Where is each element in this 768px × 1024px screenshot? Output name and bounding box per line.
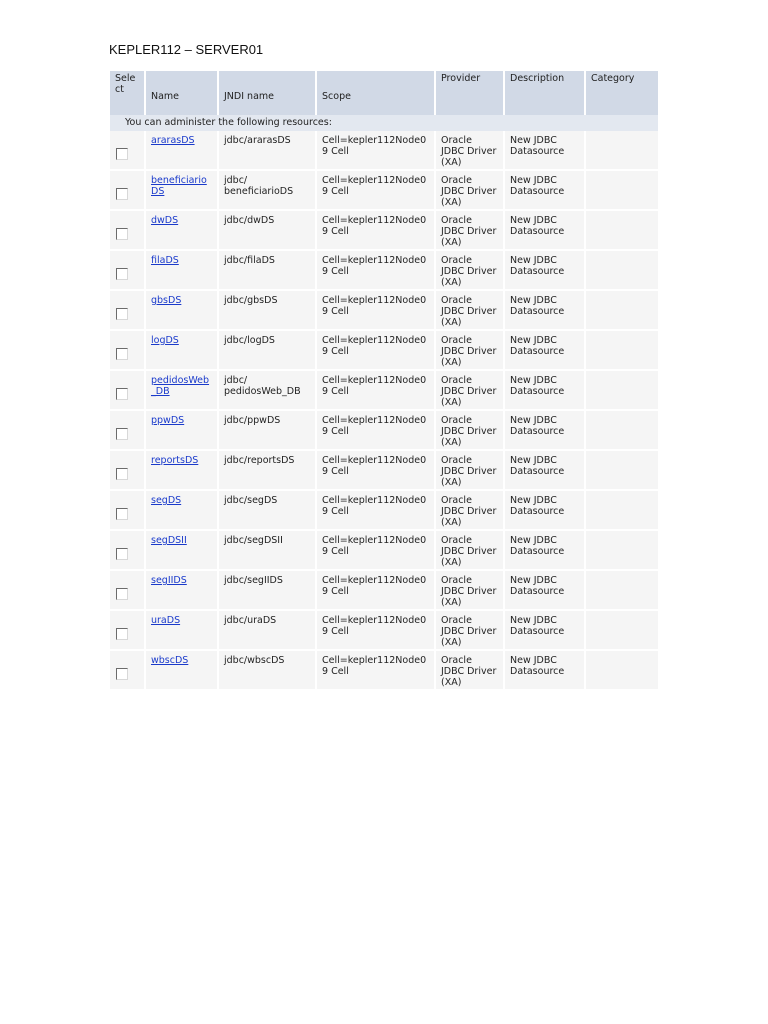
row-select-checkbox[interactable] [116,228,128,240]
row-description-cell: New JDBC Datasource [505,251,584,291]
row-select-checkbox[interactable] [116,628,128,640]
info-message: You can administer the following resources: [110,115,658,131]
row-description-cell: New JDBC Datasource [505,531,584,571]
row-select-checkbox[interactable] [116,308,128,320]
table-row [110,651,658,691]
row-select-cell [110,331,144,371]
row-select-cell [110,451,144,491]
row-category-cell [586,131,658,171]
table-row [110,131,658,171]
row-name-cell [146,251,217,291]
row-provider-cell: Oracle JDBC Driver (XA) [436,211,503,251]
row-category-cell [586,451,658,491]
row-select-checkbox[interactable] [116,668,128,680]
row-provider-cell: Oracle JDBC Driver (XA) [436,491,503,531]
row-name-cell [146,651,217,691]
row-scope-cell: Cell=kepler112Node09 Cell [317,571,434,611]
table-row [110,571,658,611]
row-category-cell [586,211,658,251]
row-name-cell [146,411,217,451]
row-select-cell [110,411,144,451]
row-category-cell [586,651,658,691]
table-row [110,291,658,331]
row-select-cell [110,611,144,651]
header-select [110,71,144,115]
row-description-cell: New JDBC Datasource [505,451,584,491]
header-scope-label: Scope [322,91,351,102]
row-scope-cell: Cell=kepler112Node09 Cell [317,491,434,531]
row-name-cell [146,291,217,331]
table-row [110,211,658,251]
row-provider-cell: Oracle JDBC Driver (XA) [436,651,503,691]
row-provider-cell: Oracle JDBC Driver (XA) [436,131,503,171]
row-scope-cell: Cell=kepler112Node09 Cell [317,451,434,491]
row-select-checkbox[interactable] [116,148,128,160]
row-description-cell: New JDBC Datasource [505,171,584,211]
row-description-cell: New JDBC Datasource [505,411,584,451]
row-jndi-cell: jdbc/dwDS [219,211,315,251]
row-jndi-cell: jdbc/uraDS [219,611,315,651]
resource-name-link[interactable]: wbscDS [151,655,189,666]
row-category-cell [586,291,658,331]
row-scope-cell: Cell=kepler112Node09 Cell [317,651,434,691]
info-row [110,115,658,131]
row-provider-cell: Oracle JDBC Driver (XA) [436,531,503,571]
row-provider-cell: Oracle JDBC Driver (XA) [436,291,503,331]
header-select-label: Select [115,73,136,95]
resource-name-link[interactable]: beneficiarioDS [151,175,207,197]
row-select-checkbox[interactable] [116,588,128,600]
header-provider-label: Provider [441,73,481,84]
table-row [110,611,658,651]
resource-name-link[interactable]: dwDS [151,215,179,226]
row-description-cell: New JDBC Datasource [505,571,584,611]
row-description-cell: New JDBC Datasource [505,371,584,411]
row-name-cell [146,211,217,251]
row-name-cell [146,331,217,371]
row-category-cell [586,251,658,291]
row-category-cell [586,171,658,211]
table-row [110,371,658,411]
table-row [110,251,658,291]
row-scope-cell: Cell=kepler112Node09 Cell [317,371,434,411]
row-description-cell: New JDBC Datasource [505,611,584,651]
row-name-cell [146,491,217,531]
row-jndi-cell: jdbc/segIIDS [219,571,315,611]
row-scope-cell: Cell=kepler112Node09 Cell [317,531,434,571]
row-provider-cell: Oracle JDBC Driver (XA) [436,571,503,611]
row-jndi-cell: jdbc/ pedidosWeb_DB [219,371,315,411]
row-jndi-cell: jdbc/gbsDS [219,291,315,331]
row-jndi-cell: jdbc/filaDS [219,251,315,291]
row-provider-cell: Oracle JDBC Driver (XA) [436,411,503,451]
row-provider-cell: Oracle JDBC Driver (XA) [436,171,503,211]
table-row [110,451,658,491]
resource-name-link[interactable]: ppwDS [151,415,185,426]
row-category-cell [586,491,658,531]
row-provider-cell: Oracle JDBC Driver (XA) [436,611,503,651]
header-category[interactable] [586,71,658,115]
row-provider-cell: Oracle JDBC Driver (XA) [436,251,503,291]
resource-name-link[interactable]: segIIDS [151,575,187,586]
row-scope-cell: Cell=kepler112Node09 Cell [317,411,434,451]
row-select-checkbox[interactable] [116,508,128,520]
row-scope-cell: Cell=kepler112Node09 Cell [317,291,434,331]
row-description-cell: New JDBC Datasource [505,651,584,691]
row-jndi-cell: jdbc/ppwDS [219,411,315,451]
row-name-cell [146,451,217,491]
table-row [110,491,658,531]
row-select-checkbox[interactable] [116,268,128,280]
header-jndi-label: JNDI name [224,91,274,102]
row-jndi-cell: jdbc/ararasDS [219,131,315,171]
header-category-label: Category [591,73,635,84]
row-select-checkbox[interactable] [116,468,128,480]
row-scope-cell: Cell=kepler112Node09 Cell [317,331,434,371]
row-category-cell [586,531,658,571]
row-jndi-cell: jdbc/segDSII [219,531,315,571]
row-provider-cell: Oracle JDBC Driver (XA) [436,451,503,491]
row-name-cell [146,371,217,411]
row-jndi-cell: jdbc/logDS [219,331,315,371]
row-select-checkbox[interactable] [116,388,128,400]
row-scope-cell: Cell=kepler112Node09 Cell [317,131,434,171]
table-row [110,411,658,451]
row-select-cell [110,491,144,531]
row-jndi-cell: jdbc/wbscDS [219,651,315,691]
row-description-cell: New JDBC Datasource [505,211,584,251]
row-description-cell: New JDBC Datasource [505,131,584,171]
row-select-cell [110,571,144,611]
header-row [110,71,658,115]
table-row [110,171,658,211]
resources-table [108,71,660,691]
row-category-cell [586,571,658,611]
row-select-cell [110,291,144,331]
row-select-cell [110,131,144,171]
row-category-cell [586,331,658,371]
header-name-label: Name [151,91,180,102]
row-name-cell [146,611,217,651]
row-select-checkbox[interactable] [116,188,128,200]
row-select-cell [110,531,144,571]
row-select-checkbox[interactable] [116,428,128,440]
row-description-cell: New JDBC Datasource [505,491,584,531]
table-row [110,331,658,371]
row-name-cell [146,531,217,571]
row-category-cell [586,411,658,451]
resource-name-link[interactable]: segDS [151,495,182,506]
row-category-cell [586,371,658,411]
resource-name-link[interactable]: segDSII [151,535,187,546]
row-provider-cell: Oracle JDBC Driver (XA) [436,371,503,411]
resource-name-link[interactable]: reportsDS [151,455,199,466]
row-scope-cell: Cell=kepler112Node09 Cell [317,171,434,211]
table-row [110,531,658,571]
page-title: KEPLER112 – SERVER01 [109,42,264,57]
resource-name-link[interactable]: logDS [151,335,179,346]
row-category-cell [586,611,658,651]
resource-name-link[interactable]: pedidosWeb_DB [151,375,210,397]
row-provider-cell: Oracle JDBC Driver (XA) [436,331,503,371]
row-name-cell [146,571,217,611]
resource-name-link[interactable]: ararasDS [151,135,195,146]
row-scope-cell: Cell=kepler112Node09 Cell [317,211,434,251]
row-select-checkbox[interactable] [116,348,128,360]
header-description-label: Description [510,73,565,84]
row-select-cell [110,251,144,291]
header-name[interactable] [146,71,217,115]
row-jndi-cell: jdbc/segDS [219,491,315,531]
row-jndi-cell: jdbc/reportsDS [219,451,315,491]
row-select-checkbox[interactable] [116,548,128,560]
row-select-cell [110,211,144,251]
row-description-cell: New JDBC Datasource [505,331,584,371]
header-provider[interactable] [436,71,503,115]
row-description-cell: New JDBC Datasource [505,291,584,331]
row-select-cell [110,371,144,411]
header-scope[interactable] [317,71,434,115]
resource-name-link[interactable]: gbsDS [151,295,182,306]
header-description[interactable] [505,71,584,115]
resource-name-link[interactable]: uraDS [151,615,181,626]
row-jndi-cell: jdbc/ beneficiarioDS [219,171,315,211]
row-scope-cell: Cell=kepler112Node09 Cell [317,251,434,291]
resource-name-link[interactable]: filaDS [151,255,179,266]
row-scope-cell: Cell=kepler112Node09 Cell [317,611,434,651]
row-name-cell [146,171,217,211]
row-select-cell [110,651,144,691]
row-name-cell [146,131,217,171]
header-jndi[interactable] [219,71,315,115]
row-select-cell [110,171,144,211]
